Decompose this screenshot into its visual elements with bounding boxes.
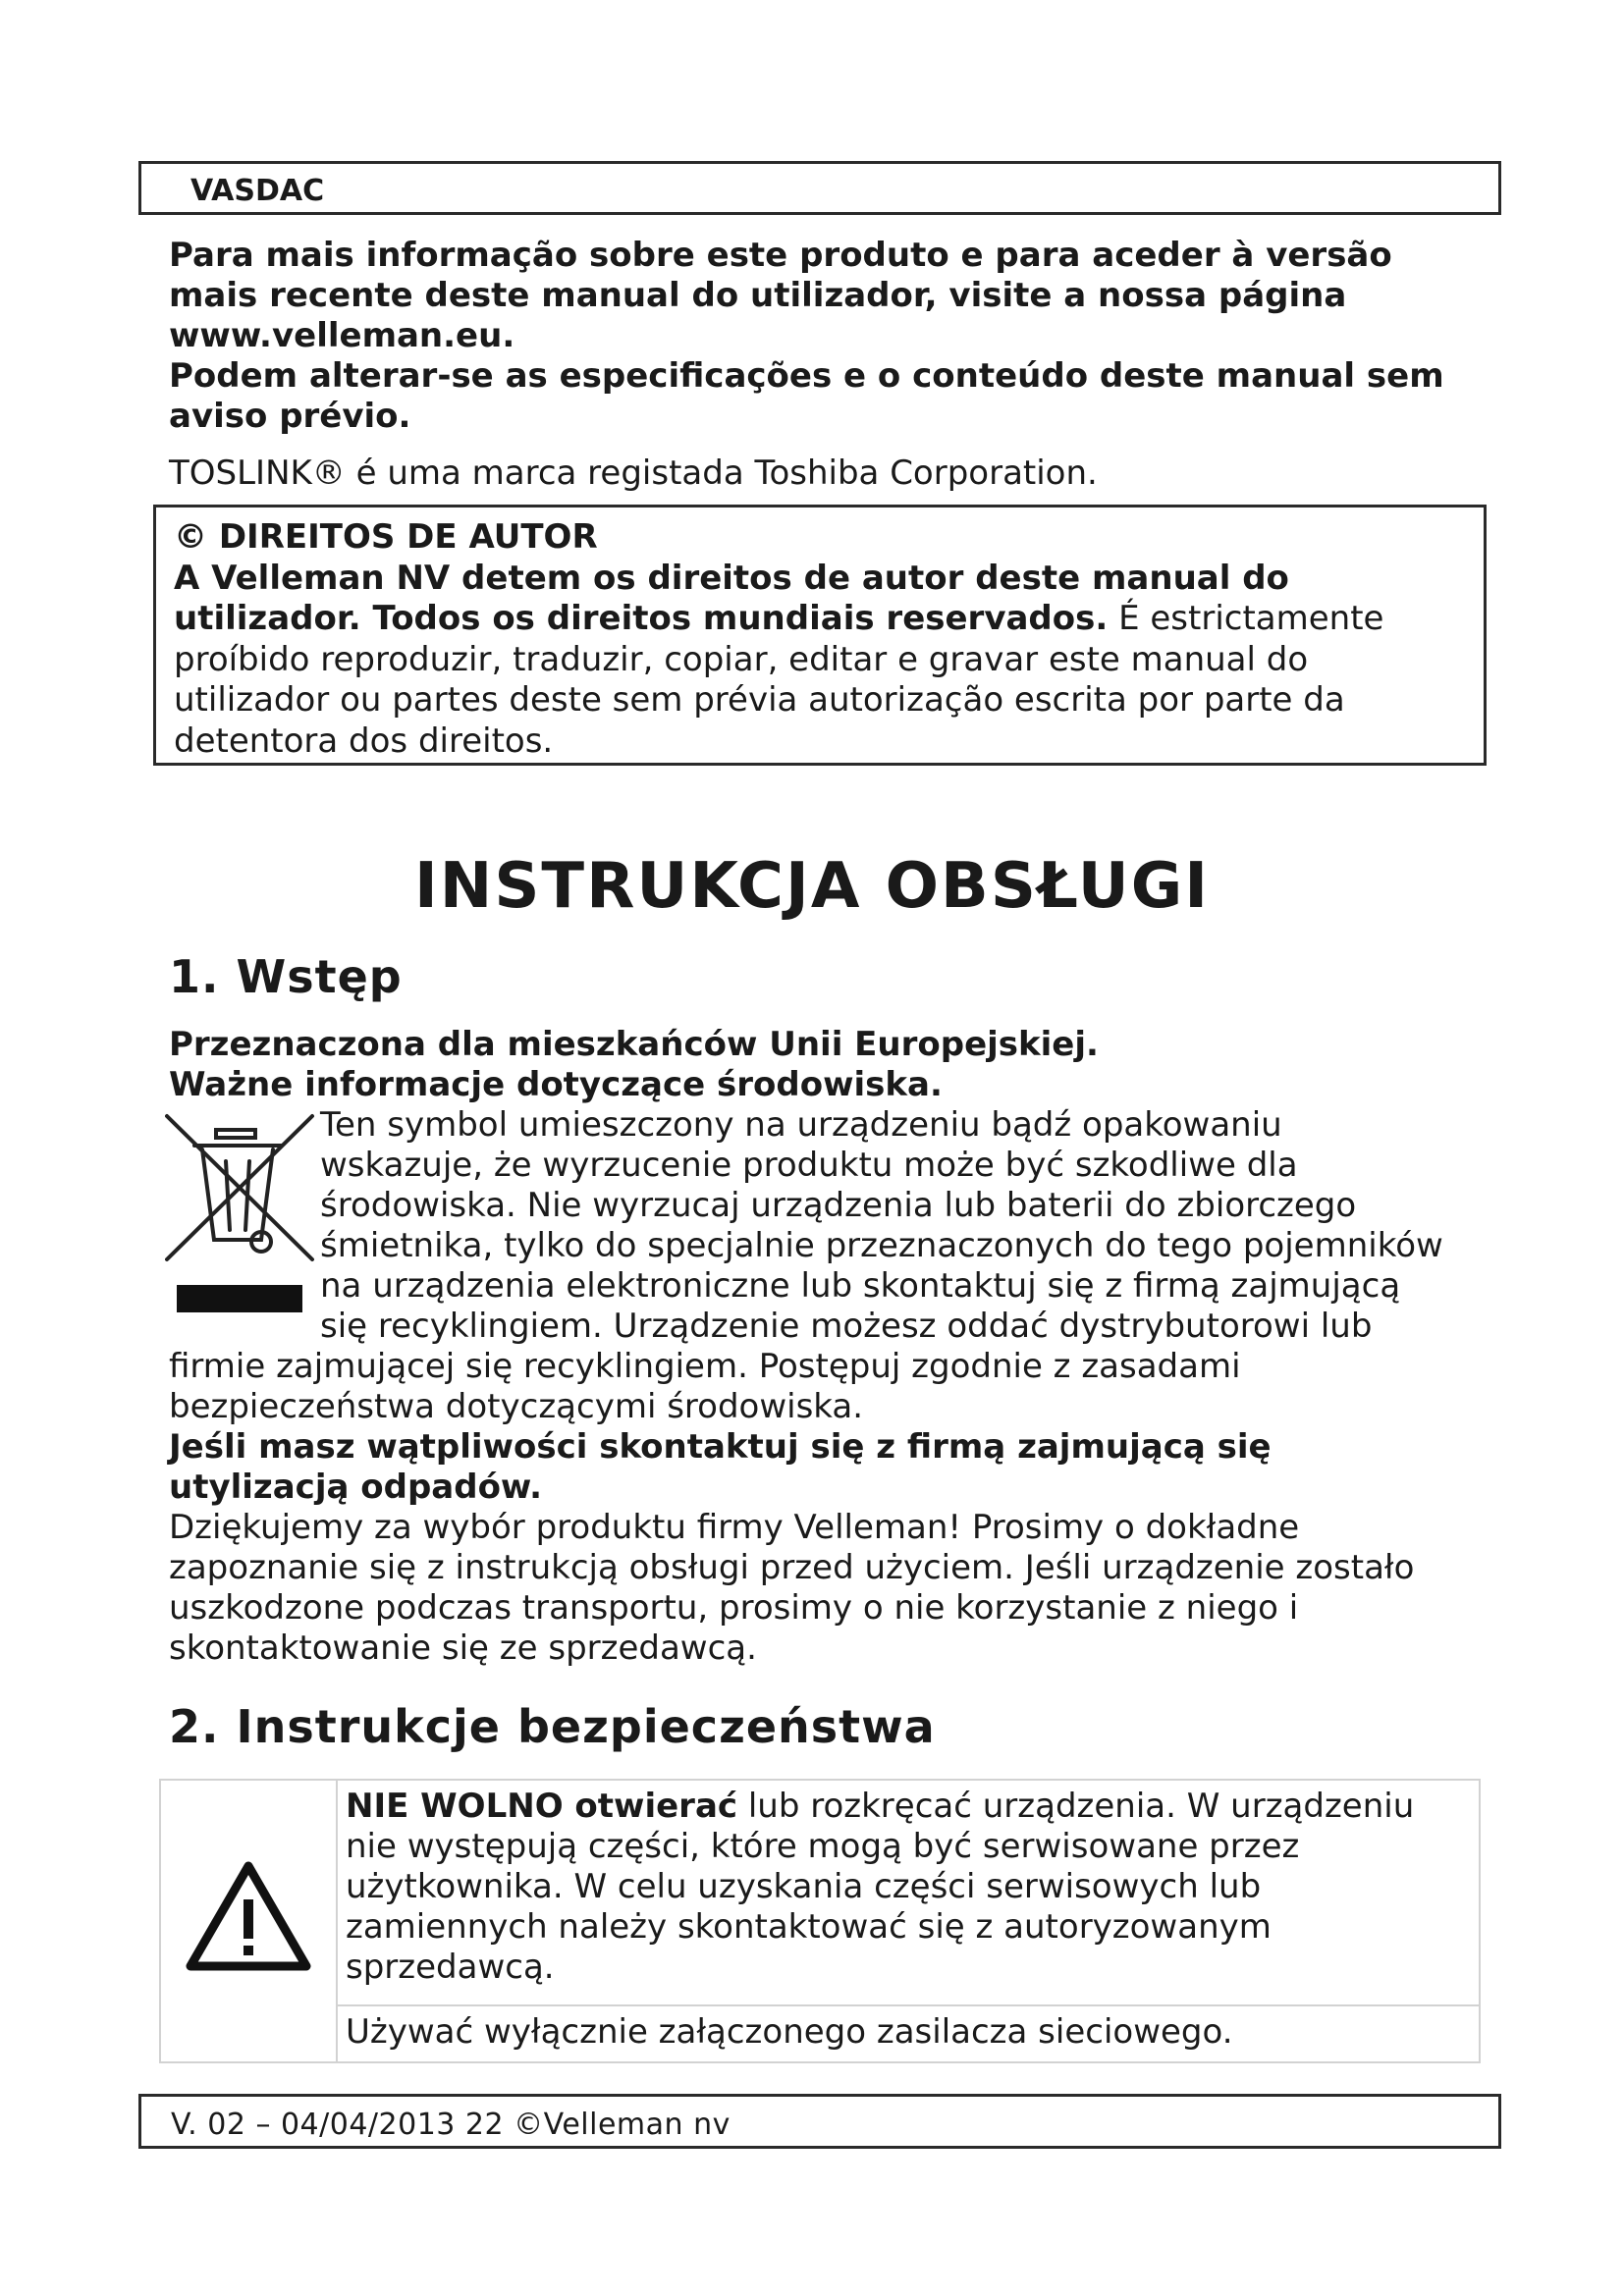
env-line: Ważne informacje dotyczące środowiska. bbox=[169, 1065, 943, 1104]
trademark-note bbox=[169, 454, 1465, 494]
weee-line: na urządzenia elektroniczne lub skontaktuj się z firmą zajmującą bbox=[320, 1266, 1401, 1306]
table-row bbox=[160, 1780, 1480, 2005]
copyright-normal: É estrictamente proíbido reproduzir, traduzir, copiar, editar e gravar este manual do utilizador ou partes deste sem prévia autorização escrita por parte da detentora dos direitos. bbox=[174, 599, 1384, 761]
info-paragraph bbox=[169, 236, 1465, 437]
doubt-notice bbox=[169, 1427, 1396, 1508]
weee-bin-icon bbox=[165, 1112, 322, 1318]
footer-bar bbox=[138, 2094, 1501, 2149]
warning-triangle-icon bbox=[185, 1860, 312, 1973]
footer-text: V. 02 – 04/04/2013 22 ©Velleman nv bbox=[171, 2108, 731, 2142]
weee-cont-text: firmie zajmującej się recyklingiem. Postępuj zgodnie z zasadami bezpieczeństwa dotyczącymi środowiska. bbox=[169, 1347, 1241, 1426]
weee-line: środowiska. Nie wyrzucaj urządzenia lub baterii do zbiorczego bbox=[320, 1186, 1357, 1225]
thanks-text: Dziękujemy za wybór produktu firmy Velleman! Prosimy o dokładne zapoznanie się z instrukcją obsługi przed użyciem. Jeśli urządzenie zostało uszkodzone podczas transportu, prosimy o nie korzystanie z niego i skontaktowanie się ze sprzedawcą. bbox=[169, 1508, 1415, 1668]
warning-text: lub rozkręcać urządzenia. W urządzeniu nie występują części, które mogą być serwisowane przez użytkownika. W celu uzyskania części serwisowych lub zamiennych należy skontaktować się z autoryzowanym sprzedawcą. bbox=[346, 1787, 1415, 1987]
copyright-body bbox=[174, 559, 1466, 763]
adapter-cell: Używać wyłącznie załączonego zasilacza sieciowego. bbox=[337, 2005, 1480, 2062]
copyright-box bbox=[153, 505, 1487, 766]
weee-text bbox=[320, 1105, 1498, 1347]
doubt-text: Jeśli masz wątpliwości skontaktuj się z firmą zajmującą się utylizacją odpadów. bbox=[169, 1427, 1272, 1507]
changes-text: Podem alterar-se as especificações e o conteúdo deste manual sem aviso prévio. bbox=[169, 356, 1444, 436]
weee-line: śmietnika, tylko do specjalnie przeznaczonych do tego pojemników bbox=[320, 1226, 1443, 1265]
copyright-bold: A Velleman NV detem os direitos de autor deste manual do utilizador. Todos os direitos mundiais reservados. bbox=[174, 558, 1289, 638]
table-row bbox=[160, 2005, 1480, 2062]
warning-text-cell bbox=[337, 1780, 1480, 2005]
weee-line: wskazuje, że wyrzucenie produktu może być szkodliwe dla bbox=[320, 1146, 1298, 1185]
eu-line: Przeznaczona dla mieszkańców Unii Europejskiej. bbox=[169, 1025, 1099, 1064]
warning-icon-cell bbox=[160, 1780, 337, 2062]
section-1-heading: 1. Wstęp bbox=[169, 950, 403, 1003]
weee-continued bbox=[169, 1347, 1465, 1427]
eu-notice bbox=[169, 1025, 1465, 1105]
page-title: INSTRUKCJA OBSŁUGI bbox=[413, 850, 1211, 923]
weee-line: się recyklingiem. Urządzenie możesz oddać dystrybutorowi lub bbox=[320, 1307, 1373, 1346]
header-title: VASDAC bbox=[190, 174, 325, 208]
safety-table bbox=[159, 1779, 1481, 2063]
weee-line: Ten symbol umieszczony na urządzeniu bądź opakowaniu bbox=[320, 1105, 1282, 1145]
trademark-text: TOSLINK® é uma marca registada Toshiba Corporation. bbox=[169, 454, 1098, 493]
section-2-heading: 2. Instrukcje bezpieczeństwa bbox=[169, 1700, 936, 1753]
header-bar bbox=[138, 161, 1501, 215]
thanks-paragraph bbox=[169, 1508, 1475, 1669]
info-text: Para mais informação sobre este produto e para aceder à versão mais recente deste manual do utilizador, visite a nossa página www.velleman.eu. bbox=[169, 236, 1392, 355]
copyright-heading: © DIREITOS DE AUTOR bbox=[174, 517, 598, 557]
warning-bold: NIE WOLNO otwierać bbox=[346, 1787, 738, 1826]
